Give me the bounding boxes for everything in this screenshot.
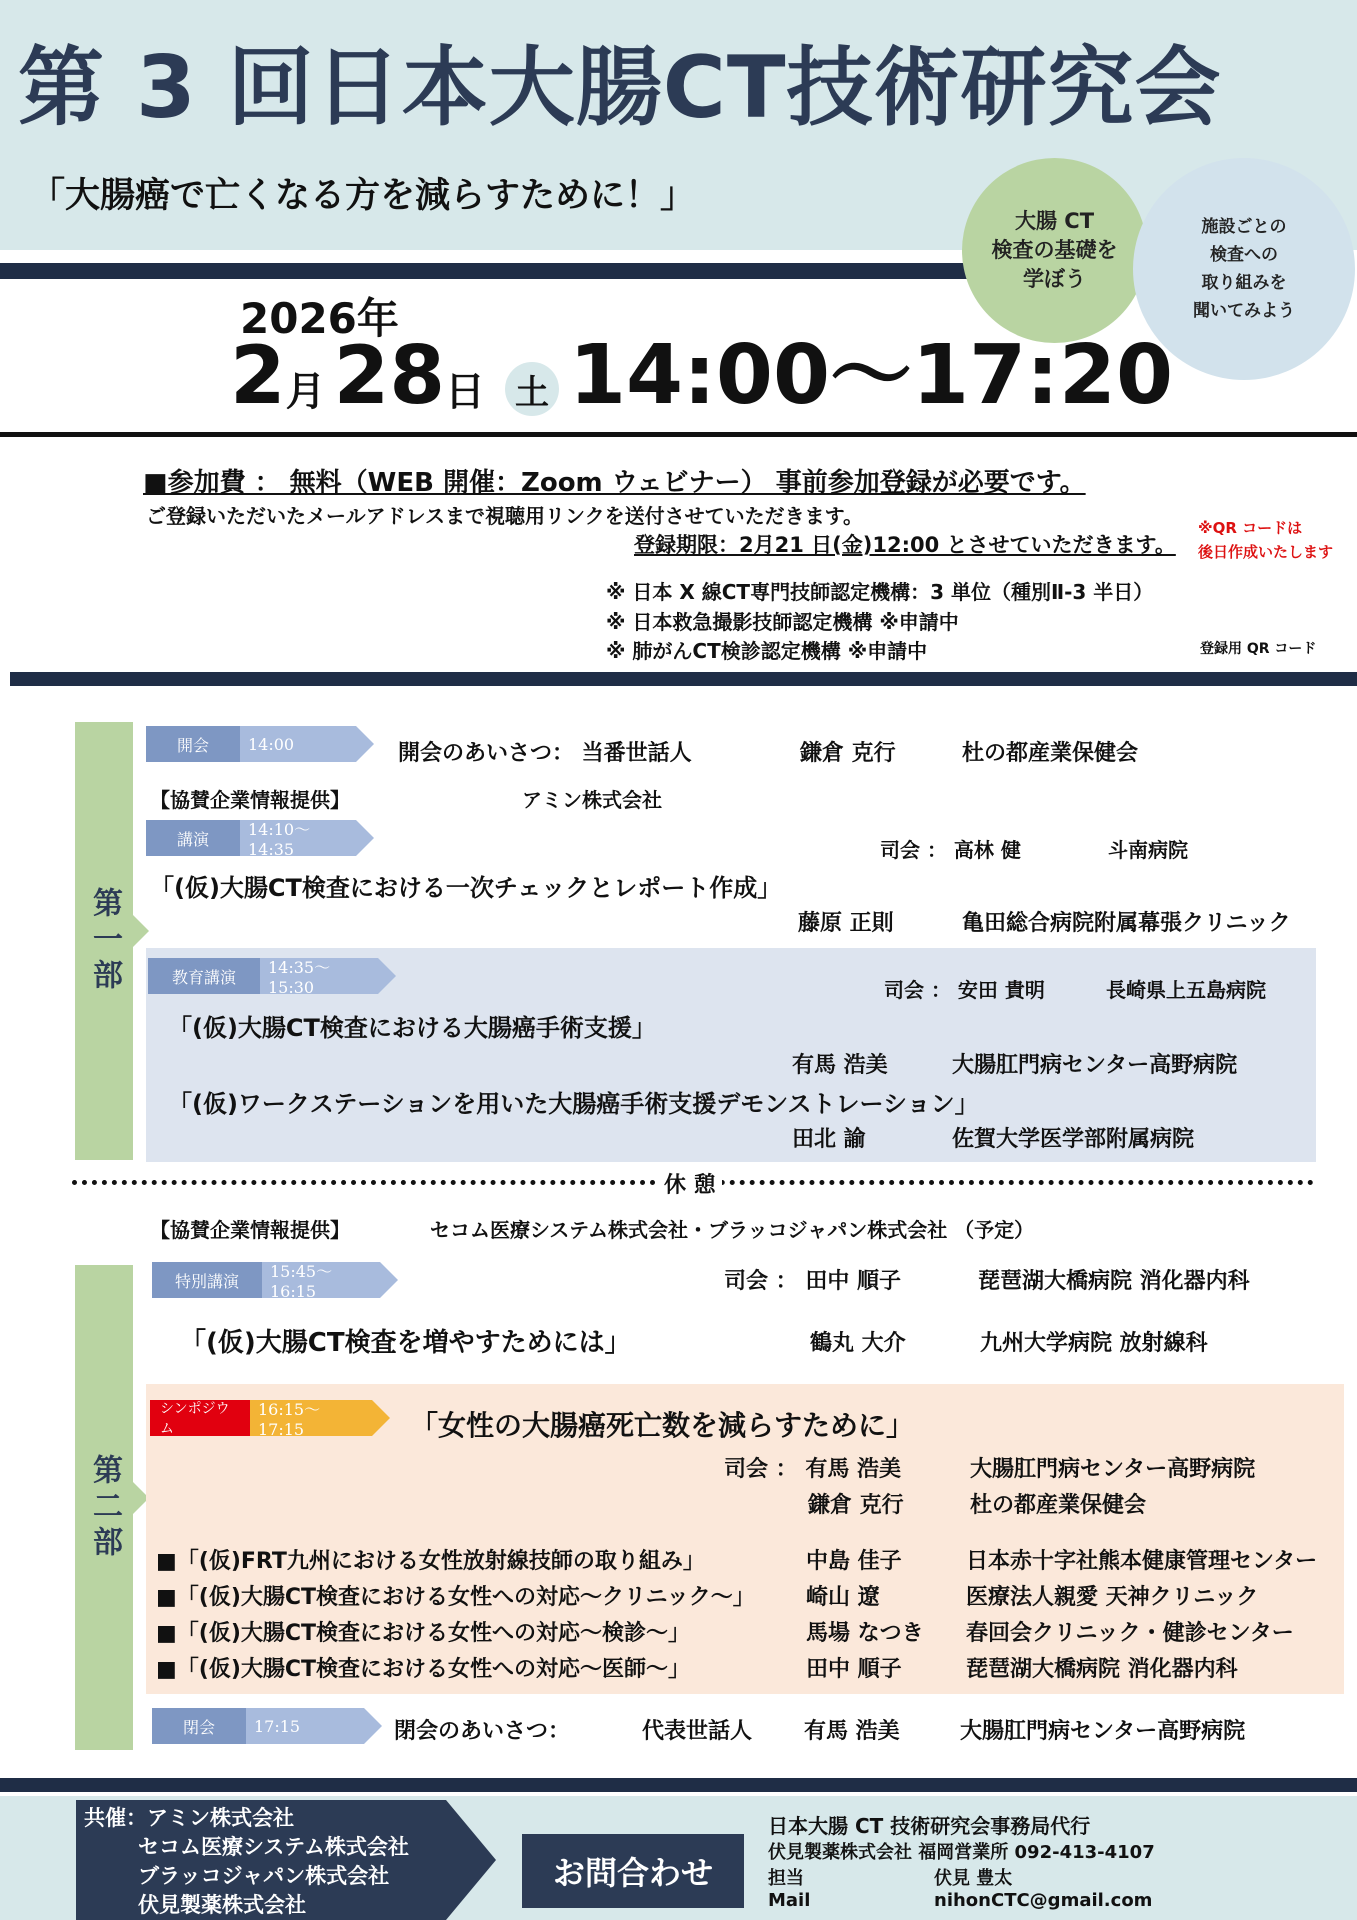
mail-note: ご登録いただいたメールアドレスまで視聴用リンクを送付させていただきます。 [146, 504, 863, 528]
symposium-tag [150, 1400, 390, 1439]
tag-arrow [378, 958, 396, 994]
page-title: 第 3 回日本大腸CT技術研究会 [18, 38, 1222, 138]
symposium-chair: 司会 ： 有馬 浩美 [724, 1457, 901, 1482]
education-speaker-1: 有馬 浩美 [792, 1053, 888, 1078]
lecture-chair-org: 斗南病院 [1108, 838, 1188, 862]
divider-line [0, 432, 1357, 437]
co-sponsor-item: ブラッコジャパン株式会社 [138, 1864, 390, 1888]
special-tag [152, 1262, 398, 1301]
symposium-chair-2: 鎌倉 克行 [808, 1493, 904, 1518]
special-chair: 司会 ： 田中 順子 [724, 1269, 901, 1294]
co-sponsor-arrow [446, 1800, 496, 1920]
education-speaker-1-org: 大腸肛門病センター高野病院 [952, 1053, 1238, 1078]
tag-time: 15:45～16:15 [262, 1262, 380, 1298]
symposium-chair-2-org: 杜の都産業保健会 [970, 1493, 1147, 1518]
part1-label: 第一部 [87, 887, 122, 995]
credit-item: ※ 日本救急撮影技師認定機構 ※申請中 [606, 610, 959, 634]
tag-arrow [372, 1400, 390, 1436]
fee-info: ■参加費 ： 無料（WEB 開催：Zoom ウェビナー） 事前参加登録が必要です。 [143, 468, 1086, 498]
lecture-speaker-org: 亀田総合病院附属幕張クリニック [962, 911, 1291, 936]
symposium-talk-speaker: 田中 順子 [806, 1657, 902, 1682]
day-unit: 日 [445, 369, 485, 415]
education-tag [148, 958, 396, 997]
tag-arrow [380, 1262, 398, 1298]
closing-tag [152, 1708, 382, 1744]
circle-line: 施設ごとの [1201, 217, 1287, 237]
symposium-talk-title: ■「(仮)大腸CT検査における女性への対応～医師～」 [156, 1657, 691, 1682]
symposium-title: 「女性の大腸癌死亡数を減らすために」 [410, 1409, 915, 1442]
symposium-talk-org: 日本赤十字社熊本健康管理センター [966, 1549, 1318, 1574]
circle-line: 取り組みを [1201, 273, 1287, 293]
sponsor-label: 【協賛企業情報提供】 [150, 788, 350, 812]
day-of-week-badge: 土 [505, 362, 559, 416]
company-line: 伏見製薬株式会社 福岡営業所 092-413-4107 [768, 1842, 1155, 1863]
event-time: 14:00～17:20 [569, 328, 1174, 423]
part2-label: 第二部 [87, 1453, 122, 1562]
month-unit: 月 [285, 369, 326, 415]
opening-name: 鎌倉 克行 [800, 741, 896, 766]
tag-arrow [364, 1708, 382, 1744]
tag-arrow [356, 820, 374, 856]
special-speaker-org: 九州大学病院 放射線科 [980, 1331, 1208, 1356]
closing-role: 代表世話人 [642, 1719, 753, 1744]
co-sponsor-list [84, 1804, 409, 1920]
co-sponsor-item: 共催：アミン株式会社 [84, 1806, 294, 1830]
symposium-talk-title: ■「(仮)大腸CT検査における女性への対応～検診～」 [156, 1621, 691, 1646]
sponsor-company: セコム医療システム株式会社・ブラッコジャパン株式会社 （予定） [430, 1218, 1035, 1242]
tag-label: シンポジウム [150, 1400, 250, 1436]
part2-label-bar [75, 1265, 133, 1750]
circle-badge-basics [962, 158, 1147, 343]
qr-note-line: 後日作成いたします [1198, 543, 1334, 561]
special-title: 「(仮)大腸CT検査を増やすためには」 [180, 1328, 631, 1358]
opening-text: 開会のあいさつ： 当番世話人 [398, 741, 692, 766]
tag-arrow [356, 726, 374, 762]
closing-org: 大腸肛門病センター高野病院 [960, 1719, 1246, 1744]
tag-label: 開会 [146, 726, 240, 762]
opening-org: 杜の都産業保健会 [962, 741, 1139, 766]
circle-line: 検査の基礎を [991, 238, 1118, 262]
qr-label: 登録用 QR コード [1200, 641, 1317, 657]
co-sponsor-item: 伏見製薬株式会社 [138, 1893, 306, 1917]
event-month: 2 [230, 329, 286, 422]
part1-label-bar [75, 722, 133, 1160]
registration-deadline: 登録期限：2月21 日(金)12:00 とさせていただきます。 [634, 533, 1176, 557]
education-chair-org: 長崎県上五島病院 [1106, 978, 1266, 1002]
opening-tag [146, 726, 374, 762]
tag-time: 14:10～14:35 [240, 820, 356, 856]
lecture-chair: 司会 ： 高林 健 [880, 838, 1021, 862]
tag-label: 閉会 [152, 1708, 246, 1744]
education-speaker-2: 田北 諭 [792, 1127, 866, 1152]
divider-stripe [0, 263, 1000, 279]
education-chair: 司会 ： 安田 貴明 [884, 978, 1045, 1002]
special-chair-org: 琵琶湖大橋病院 消化器内科 [978, 1269, 1250, 1294]
symposium-talk-org: 春回会クリニック・健診センター [966, 1621, 1294, 1646]
symposium-talk-speaker: 馬場 なつき [806, 1621, 924, 1646]
tag-time: 16:15～17:15 [250, 1400, 372, 1436]
symposium-talk-title: ■「(仮)大腸CT検査における女性への対応～クリニック～」 [156, 1585, 755, 1610]
education-title-1: 「(仮)大腸CT検査における大腸癌手術支援」 [168, 1014, 656, 1042]
credit-item: ※ 日本 X 線CT専門技師認定機構：3 単位（種別Ⅱ-3 半日） [606, 580, 1154, 604]
mail-address[interactable]: nihonCTC@gmail.com [934, 1890, 1153, 1911]
symposium-talk-speaker: 中島 佳子 [806, 1549, 902, 1574]
education-speaker-2-org: 佐賀大学医学部附属病院 [952, 1127, 1195, 1152]
contact-label: 担当 [768, 1868, 804, 1889]
mail-label: Mail [768, 1890, 811, 1911]
circle-line: 大腸 CT [1014, 209, 1095, 233]
part1-arrow [133, 915, 149, 947]
sponsor-label: 【協賛企業情報提供】 [150, 1218, 350, 1242]
co-sponsor-item: セコム医療システム株式会社 [138, 1835, 409, 1859]
event-date [230, 328, 1174, 423]
symposium-chair-org: 大腸肛門病センター高野病院 [970, 1457, 1256, 1482]
qr-note [1198, 516, 1333, 564]
divider-stripe [10, 672, 1357, 686]
special-speaker: 鶴丸 大介 [810, 1331, 906, 1356]
symposium-talk-org: 医療法人親愛 天神クリニック [966, 1585, 1259, 1610]
circle-line: 聞いてみよう [1193, 301, 1295, 321]
event-year: 2026年 [240, 294, 399, 343]
closing-name: 有馬 浩美 [804, 1719, 900, 1744]
contact-name: 伏見 豊太 [934, 1868, 1013, 1889]
event-day: 28 [333, 329, 445, 422]
credit-item: ※ 肺がんCT検診認定機構 ※申請中 [606, 639, 928, 663]
qr-note-line: ※QR コードは [1198, 519, 1303, 537]
symposium-talk-speaker: 崎山 遼 [806, 1585, 880, 1610]
tag-time: 14:35～15:30 [260, 958, 378, 994]
tag-label: 教育講演 [148, 958, 260, 994]
contact-button[interactable]: お問合わせ [522, 1834, 744, 1908]
circle-line: 検査への [1210, 245, 1278, 265]
education-title-2: 「(仮)ワークステーションを用いた大腸癌手術支援デモンストレーション」 [168, 1090, 979, 1118]
footer-stripe [0, 1778, 1357, 1792]
sponsor-company: アミン株式会社 [522, 788, 662, 812]
break-label: 休 憩 [658, 1168, 722, 1199]
subtitle: 「大腸癌で亡くなる方を減らすために！」 [30, 176, 696, 216]
tag-time: 17:15 [246, 1708, 364, 1744]
circle-line: 学ぼう [1023, 267, 1086, 291]
tag-label: 特別講演 [152, 1262, 262, 1298]
office-name: 日本大腸 CT 技術研究会事務局代行 [768, 1814, 1091, 1838]
symposium-talk-org: 琵琶湖大橋病院 消化器内科 [966, 1657, 1238, 1682]
closing-text: 閉会のあいさつ： [394, 1719, 571, 1744]
lecture-tag [146, 820, 374, 859]
lecture-title: 「(仮)大腸CT検査における一次チェックとレポート作成」 [150, 874, 782, 902]
tag-label: 講演 [146, 820, 240, 856]
lecture-speaker: 藤原 正則 [798, 911, 894, 936]
tag-time: 14:00 [240, 726, 356, 762]
symposium-talk-title: ■「(仮)FRT九州における女性放射線技師の取り組み」 [156, 1549, 705, 1574]
